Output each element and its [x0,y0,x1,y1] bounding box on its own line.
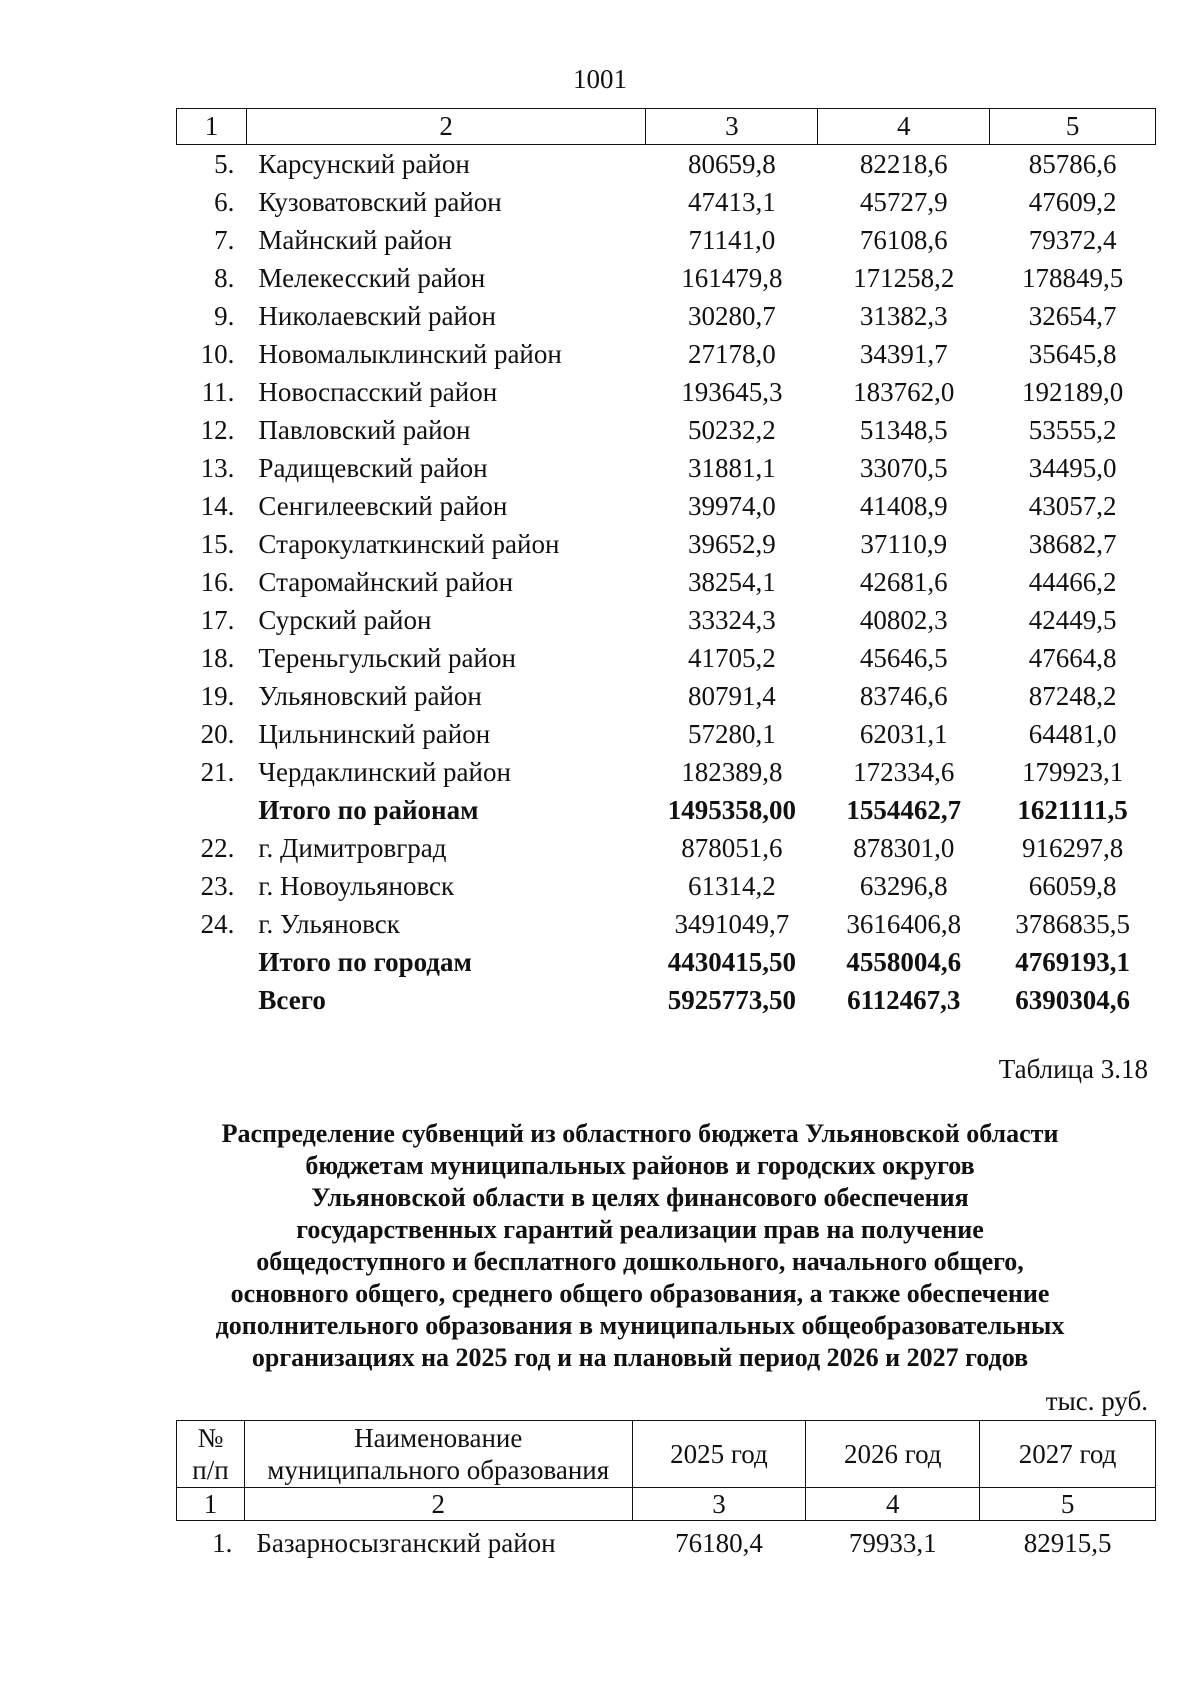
municipality-name: Радищевский район [258,452,488,483]
value-2027: 42449,5 [1028,604,1117,635]
column-index: 1 [177,109,247,145]
value-2027: 43057,2 [1028,490,1117,521]
value-2027: 6390304,6 [1015,984,1130,1015]
municipality-name: Павловский район [258,414,471,445]
heading-line: общедоступного и бесплатного дошкольного, начального общего, [256,1247,1024,1276]
column-index: 2 [244,1488,632,1521]
table-row [177,221,1156,259]
heading-line: основного общего, среднего общего образования, а также обеспечение [230,1279,1050,1308]
value-2025: 33324,3 [687,604,776,635]
page-number: 1001 [573,64,627,94]
header-name [244,1421,632,1488]
value-2025: 50232,2 [687,414,776,445]
table-row [177,145,1156,184]
row-number: 18. [200,642,235,673]
value-2025: 27178,0 [687,338,776,369]
column-index-row [177,1488,1156,1521]
value-2025: 182389,8 [681,756,783,787]
row-number: 23. [200,870,235,901]
value-2025: 878051,6 [681,832,783,863]
table-row [177,259,1156,297]
row-number: 7. [214,224,235,255]
column-index: 3 [632,1488,806,1521]
table-row [177,335,1156,373]
table-row [177,449,1156,487]
header-number [177,1421,245,1488]
column-index: 4 [818,109,990,145]
header-2027: 2027 год [980,1421,1156,1488]
value-2027: 87248,2 [1028,680,1117,711]
value-2026: 41408,9 [859,490,948,521]
value-2026: 40802,3 [859,604,948,635]
header-name-line1: Наименование [354,1423,523,1453]
value-2027: 38682,7 [1028,528,1117,559]
value-2025: 3491049,7 [674,908,790,939]
row-number: 17. [200,604,235,635]
value-2026: 62031,1 [859,718,948,749]
column-index: 5 [980,1488,1156,1521]
table-heading [150,1118,1130,1374]
total-row [177,791,1156,829]
total-row [177,943,1156,981]
municipality-name: Карсунский район [258,148,470,179]
row-number [177,791,247,829]
table-header-row [177,1421,1156,1488]
value-2027: 178849,5 [1021,262,1124,293]
value-2025: 39652,9 [687,528,776,559]
municipality-name: Ульяновский район [258,680,482,711]
value-2025: 41705,2 [687,642,776,673]
table-row [177,639,1156,677]
column-index: 5 [990,109,1156,145]
value-2026: 45727,9 [859,186,948,217]
value-2026: 42681,6 [859,566,948,597]
column-index: 4 [806,1488,980,1521]
value-2026: 878301,0 [853,832,955,863]
municipality-name: Сурский район [258,604,432,635]
row-number: 21. [200,756,235,787]
value-2026: 83746,6 [859,680,948,711]
value-2027: 85786,6 [1028,148,1117,179]
municipality-name: Майнский район [258,224,452,255]
value-2025: 30280,7 [687,300,776,331]
subvention-table [176,1420,1156,1565]
value-2025: 39974,0 [687,490,776,521]
value-2025: 80791,4 [687,680,776,711]
value-2025: 71141,0 [688,224,776,255]
municipality-name: Кузоватовский район [258,186,502,217]
row-number: 19. [200,680,235,711]
municipality-name: г. Новоульяновск [258,870,455,901]
municipality-name: Всего [258,984,326,1015]
value-2025: 76180,4 [675,1527,763,1558]
municipality-name: Итого по районам [258,794,479,825]
value-2027: 66059,8 [1028,870,1117,901]
table-row [177,867,1156,905]
row-number: 13. [200,452,235,483]
value-2027: 3786835,5 [1015,908,1130,939]
heading-line: дополнительного образования в муниципальных общеобразовательных [215,1311,1065,1340]
value-2026: 31382,3 [859,300,948,331]
table-row [177,487,1156,525]
value-2025: 47413,1 [687,186,776,217]
municipality-name: Чердаклинский район [258,756,511,787]
value-2025: 161479,8 [681,262,783,293]
table-row [177,411,1156,449]
municipality-name: Тереньгульский район [258,642,516,673]
row-number: 10. [200,338,235,369]
value-2025: 4430415,50 [667,946,796,977]
heading-line: Распределение субвенций из областного бюджета Ульяновской области [221,1119,1059,1148]
header-2026: 2026 год [806,1421,980,1488]
value-2027: 35645,8 [1028,338,1117,369]
value-2026: 183762,0 [853,376,955,407]
value-2026: 1554462,7 [846,794,962,825]
table-row [177,297,1156,335]
municipality-name: Цильнинский район [258,718,491,749]
value-2026: 51348,5 [859,414,948,445]
row-number: 5. [214,148,235,179]
value-2026: 82218,6 [859,148,948,179]
row-number: 9. [214,300,235,331]
municipality-name: г. Ульяновск [258,908,400,939]
value-2027: 179923,1 [1021,756,1124,787]
value-2026: 33070,5 [859,452,948,483]
heading-line: Ульяновской области в целях финансового обеспечения [311,1183,969,1212]
value-2026: 45646,5 [859,642,948,673]
row-number [177,943,247,981]
municipality-name: Сенгилеевский район [258,490,508,521]
subvention-table-continued [176,108,1156,1019]
row-number: 15. [200,528,235,559]
row-number: 12. [200,414,235,445]
value-2027: 64481,0 [1028,718,1117,749]
column-index: 2 [246,109,646,145]
row-number: 1. [212,1527,233,1558]
value-2026: 63296,8 [859,870,948,901]
value-2025: 1495358,00 [667,794,796,825]
municipality-name: Мелекесский район [258,262,486,293]
value-2026: 171258,2 [853,262,955,293]
table-row [177,905,1156,943]
value-2026: 79933,1 [848,1527,937,1558]
municipality-name: Новомалыклинский район [258,338,562,369]
column-index-row [177,109,1156,145]
value-2027: 44466,2 [1028,566,1117,597]
header-2025: 2025 год [632,1421,806,1488]
value-2026: 34391,7 [859,338,948,369]
municipality-name: Старомайнский район [258,566,514,597]
value-2025: 38254,1 [687,566,776,597]
table-row [177,715,1156,753]
table-row [177,373,1156,411]
value-2025: 31881,1 [687,452,776,483]
row-number: 20. [200,718,235,749]
table-row [177,753,1156,791]
header-name-line2: муниципального образования [267,1455,610,1485]
value-2027: 82915,5 [1023,1527,1112,1558]
table-row [177,1521,1156,1566]
unit-label: тыс. руб. [1045,1386,1148,1416]
municipality-name: Старокулаткинский район [258,528,560,559]
value-2027: 1621111,5 [1017,794,1128,825]
table-row [177,601,1156,639]
table-label: Таблица 3.18 [998,1054,1148,1084]
value-2027: 34495,0 [1028,452,1117,483]
heading-line: государственных гарантий реализации прав на получение [296,1215,984,1244]
table-row [177,563,1156,601]
table-row [177,525,1156,563]
header-number-line2: п/п [192,1455,229,1485]
value-2026: 76108,6 [859,224,948,255]
municipality-name: Новоспасский район [258,376,498,407]
heading-line: бюджетам муниципальных районов и городских округов [305,1151,975,1180]
row-number: 14. [200,490,235,521]
value-2027: 53555,2 [1028,414,1117,445]
row-number: 6. [214,186,235,217]
row-number: 16. [200,566,235,597]
value-2025: 80659,8 [687,148,776,179]
value-2027: 916297,8 [1021,832,1124,863]
table-row [177,183,1156,221]
value-2026: 172334,6 [853,756,955,787]
row-number: 8. [214,262,235,293]
value-2027: 32654,7 [1028,300,1117,331]
municipality-name: Базарносызганский район [256,1527,556,1558]
column-index: 1 [177,1488,245,1521]
row-number: 22. [200,832,235,863]
value-2025: 5925773,50 [667,984,796,1015]
heading-line: организациях на 2025 год и на плановый период 2026 и 2027 годов [251,1343,1029,1372]
value-2027: 47664,8 [1028,642,1117,673]
value-2025: 193645,3 [681,376,783,407]
table-row [177,677,1156,715]
municipality-name: Николаевский район [258,300,496,331]
value-2026: 4558004,6 [846,946,962,977]
total-row [177,981,1156,1019]
table-row [177,829,1156,867]
row-number: 24. [200,908,235,939]
value-2027: 47609,2 [1028,186,1117,217]
value-2027: 192189,0 [1021,376,1124,407]
value-2025: 61314,2 [687,870,776,901]
header-number-line1: № [197,1423,224,1453]
value-2026: 37110,9 [860,528,948,559]
value-2027: 79372,4 [1028,224,1117,255]
value-2026: 6112467,3 [847,984,961,1015]
row-number [177,981,247,1019]
value-2025: 57280,1 [687,718,776,749]
value-2026: 3616406,8 [846,908,962,939]
column-index: 3 [646,109,818,145]
row-number: 11. [201,376,235,407]
municipality-name: г. Димитровград [258,832,447,863]
municipality-name: Итого по городам [258,946,472,977]
value-2027: 4769193,1 [1015,946,1130,977]
